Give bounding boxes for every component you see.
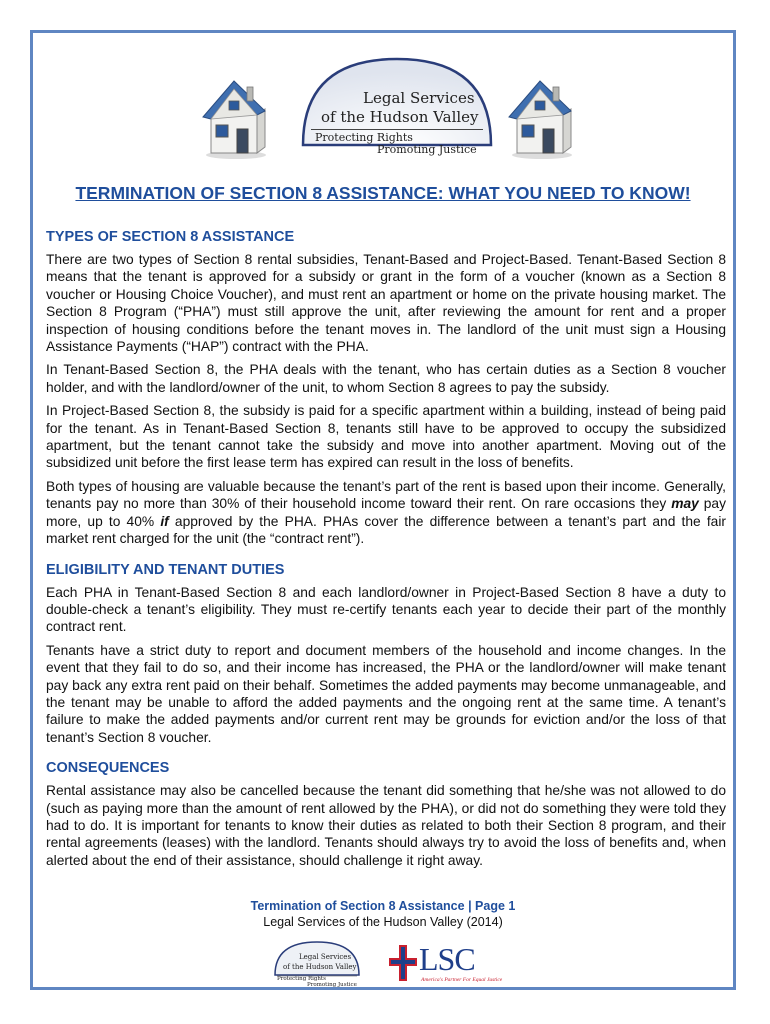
emphasis-may: may [671, 496, 699, 512]
lsc-logo [389, 941, 519, 989]
paragraph: In Tenant-Based Section 8, the PHA deals with the tenant, who has certain duties as a Section 8 voucher holder, and with the landlord/owner of the unit, to whom Section 8 agrees to pay the subsidy. [46, 362, 726, 395]
logo-name-line1: Legal Services [363, 89, 475, 107]
paragraph: In Project-Based Section 8, the subsidy is paid for a specific apartment within a building, instead of being paid for the tenant. As in Tenant-Based Section 8, tenants still have to be approved to occupy the subsidized apartment, but the tenant cannot take the subsidy and move into another apartment. Moving out of the subsidized unit before the first lease term has expired can result in the loss of benefits. [46, 403, 726, 471]
footer-org-logo [269, 939, 365, 989]
document-body [46, 229, 726, 875]
section-consequences [46, 760, 726, 869]
paragraph: Each PHA in Tenant-Based Section 8 and each landlord/owner in Project-Based Section 8 have a duty to double-check a tenant’s eligibility. They must re-certify tenants each year to decide their part of the monthly contract rent. [46, 584, 726, 635]
lsc-tagline: America's Partner For Equal Justice [421, 977, 503, 983]
footer-separator: | [468, 899, 472, 913]
section-eligibility [46, 562, 726, 747]
section-heading: CONSEQUENCES [46, 760, 170, 777]
house-icon [199, 75, 269, 160]
section-heading: TYPES OF SECTION 8 ASSISTANCE [46, 229, 295, 245]
footer-title-line [33, 899, 733, 913]
logo-name-line2: of the Hudson Valley [321, 108, 479, 126]
footer-doc-title: Termination of Section 8 Assistance [250, 899, 465, 913]
footer-org-line: Legal Services of the Hudson Valley (2014) [263, 915, 503, 929]
lsc-wordmark: LSC [419, 941, 475, 977]
paragraph: Rental assistance may also be cancelled because the tenant did something that he/she was not allowed to do (such as paying more than the amount of rent allowed by the PHA), or did not do something they were told they had to do. It is important for tenants to know their duties as related to both their Section 8 program, and their rental agreements (leases) with the landlord. Tenants should always try to avoid the loss of benefits and, when alerted about the end of their assistance, should challenge it right away. [46, 783, 726, 868]
document-title: TERMINATION OF SECTION 8 ASSISTANCE: WHAT YOU NEED TO KNOW! [75, 183, 691, 203]
footer-logo-line1: Legal Services [299, 953, 352, 961]
text-run: approved by the PHA. PHAs cover the difference between a tenant’s part and the fair market rent charged for the unit (the “contract rent”). [46, 513, 726, 547]
text-run: pay more, up to 40% [46, 496, 726, 529]
paragraph: Tenants have a strict duty to report and document members of the household and income changes. In the event that they fail to do so, and their income has increased, the PHA or the landlord/owner will make tenant pay back any extra rent paid on their behalf. Sometimes the added payments may become unmanageable, and the tenant may be unable to afford the added payments and the ongoing rent at the same time. A tenant’s failure to make the added payments and/or current rent may be grounds for eviction and/or the loss of that tenant’s Section 8 voucher. [46, 642, 726, 745]
footer-logo-line2: of the Hudson Valley [283, 963, 357, 971]
footer-logo-tag2: Promoting Justice [307, 982, 357, 988]
logo-divider [311, 129, 483, 130]
paragraph: There are two types of Section 8 rental subsidies, Tenant-Based and Project-Based. Tenant-Based Section 8 means that the tenant is approved for a subsidy or grant in the form of a voucher (known as a Section 8 voucher or Housing Choice Voucher), and must rent an apartment or home on the private housing market. The Section 8 Program (“PHA”) must still approve the unit, after reviewing the amount for rent and a proper inspection of housing conditions before the tenant moves in. The landlord of the unit must sign a Housing Assistance Payments (“HAP”) contract with the PHA. [46, 252, 726, 355]
logo-tagline-2: Promoting Justice [377, 143, 477, 156]
footer-page-label: Page 1 [475, 899, 516, 913]
page-border [30, 30, 736, 990]
header [33, 33, 739, 193]
lsc-emblem-icon [389, 945, 417, 981]
footer [33, 899, 733, 929]
section-heading: ELIGIBILITY AND TENANT DUTIES [46, 561, 285, 578]
emphasis-if: if [160, 513, 169, 529]
house-icon [505, 75, 575, 160]
logo-tagline-1: Protecting Rights [315, 131, 413, 144]
footer-logo-tag1: Protecting Rights [277, 976, 326, 982]
text-run: Both types of housing are valuable because the tenant’s part of the rent is based upon their income. Generally, tenants pay no more than 30% of their household income toward their rent. On rare occasions they [46, 478, 726, 512]
section-types [46, 229, 726, 548]
paragraph [46, 478, 726, 548]
